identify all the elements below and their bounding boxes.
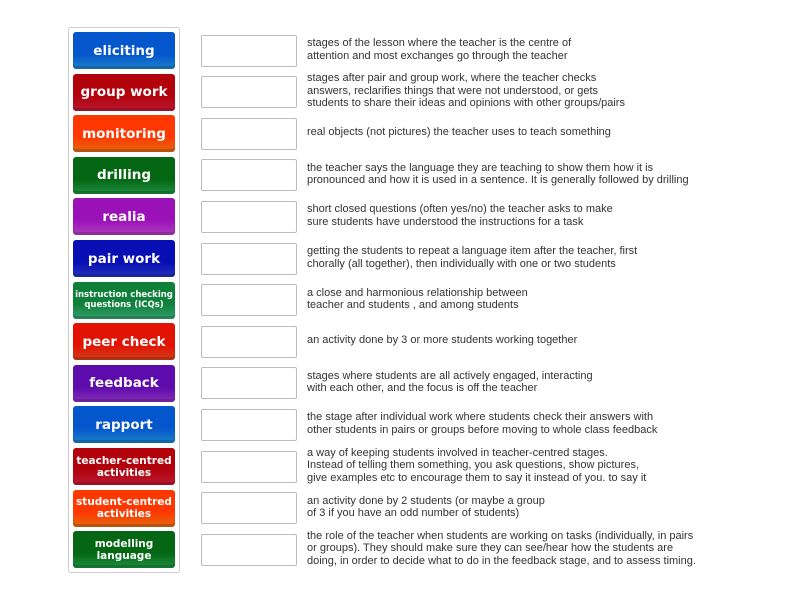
draggable-tile[interactable]: eliciting [73, 32, 175, 69]
definition-text: stages after pair and group work, where the teacher checks answers, reclarifies things that were not understood, or gets students to share their ideas and opinions with other groups/pairs [307, 72, 625, 110]
definition-text: stages where students are all actively engaged, interacting with each other, and the focus is off the teacher [307, 369, 593, 395]
drop-slot[interactable] [201, 118, 297, 150]
definition-text: getting the students to repeat a language item after the teacher, first chorally (all together), then individually with one or two students [307, 245, 638, 270]
draggable-tile[interactable]: group work [73, 74, 175, 111]
definition-text: stages of the lesson where the teacher is the centre of attention and most exchanges go through the teacher [307, 37, 572, 62]
draggable-tile[interactable]: student-centred activities [73, 490, 175, 527]
drop-slot[interactable] [201, 409, 297, 441]
drop-slot[interactable] [201, 534, 297, 566]
definition-text: an activity done by 2 students (or maybe a group of 3 if you have an odd number of students) [307, 494, 545, 520]
definition-text: the stage after individual work where students check their answers with other students in pairs or groups before moving to whole class feedback [307, 411, 658, 436]
drop-slot[interactable] [201, 35, 297, 67]
definition-text: an activity done by 3 or more students working together [307, 334, 578, 347]
definition-text: short closed questions (often yes/no) the teacher asks to make sure students have understood the instructions for a task [307, 203, 613, 228]
definition-text: the teacher says the language they are teaching to show them how it is pronounced and how it is used in a sentence. It is generally followed by drilling [307, 161, 689, 187]
draggable-tile[interactable]: rapport [73, 406, 175, 443]
drop-slot[interactable] [201, 76, 297, 108]
draggable-tile[interactable]: pair work [73, 240, 175, 277]
draggable-tile[interactable]: monitoring [73, 115, 175, 152]
drop-slot[interactable] [201, 284, 297, 316]
draggable-tile[interactable]: feedback [73, 365, 175, 402]
draggable-tile[interactable]: teacher-centred activities [73, 448, 175, 485]
drop-slot[interactable] [201, 159, 297, 191]
definition-text: a way of keeping students involved in teacher-centred stages. Instead of telling them something, you ask questions, show pictures, give examples etc to encourage them to say it instead of you. to say it [307, 446, 647, 484]
draggable-tile[interactable]: realia [73, 198, 175, 235]
draggable-tile[interactable]: peer check [73, 323, 175, 360]
drop-slot[interactable] [201, 492, 297, 524]
draggable-tile[interactable]: drilling [73, 157, 175, 194]
definition-text: real objects (not pictures) the teacher uses to teach something [307, 126, 611, 139]
drop-slot[interactable] [201, 451, 297, 483]
draggable-tile[interactable]: modelling language [73, 531, 175, 568]
definition-text: the role of the teacher when students are working on tasks (individually, in pairs or groups). They should make sure they can see/hear how the students are doing, in order to decide what to do in the feedback stage, and to assess timing. [307, 529, 696, 567]
drop-slot[interactable] [201, 367, 297, 399]
drop-slot[interactable] [201, 326, 297, 358]
drop-slot[interactable] [201, 243, 297, 275]
definition-text: a close and harmonious relationship between teacher and students , and among students [307, 286, 528, 312]
drop-slot[interactable] [201, 201, 297, 233]
draggable-tile[interactable]: instruction checking questions (ICQs) [73, 282, 175, 319]
